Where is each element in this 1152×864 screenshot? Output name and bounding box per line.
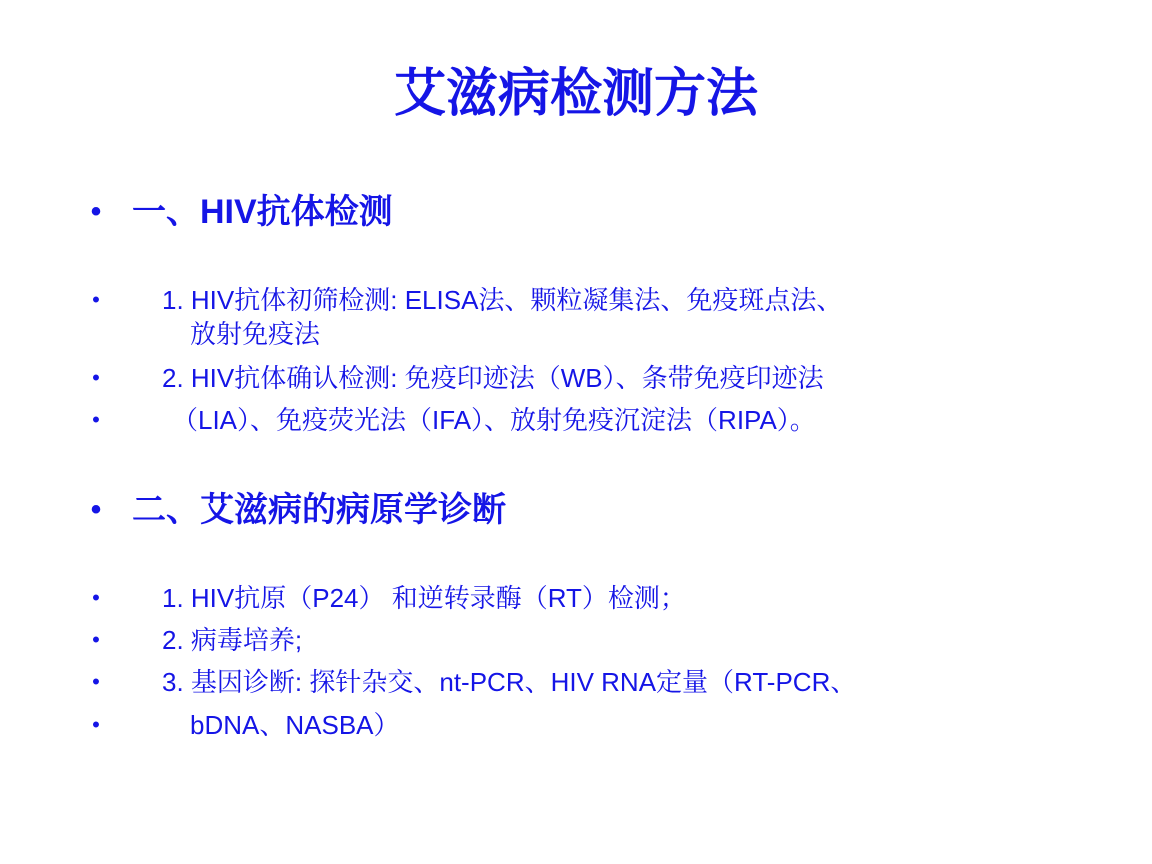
bullet-icon: • <box>92 287 100 312</box>
section-1-line-2-row <box>0 358 1152 402</box>
section-2-heading-row <box>0 488 1152 532</box>
slide-title: 艾滋病检测方法 <box>393 65 758 123</box>
section-2-line-1: 1. HIV抗原（P24） 和逆转录酶（RT）检测； <box>162 583 686 613</box>
section-1-heading-row <box>0 190 1152 234</box>
section-1-line-3-row <box>0 400 1152 444</box>
section-2-line-1-row <box>0 578 1152 622</box>
bullet-icon: • <box>90 493 102 526</box>
section-2-line-3: 3. 基因诊断: 探针杂交、nt-PCR、HIV RNA定量（RT-PCR、 <box>162 667 857 697</box>
bullet-icon: • <box>92 407 100 432</box>
section-1-line-1: 1. HIV抗体初筛检测: ELISA法、颗粒凝集法、免疫斑点法、 <box>162 285 843 315</box>
section-1-line-1-continuation: 放射免疫法 <box>190 319 321 349</box>
section-2-heading: 二、艾滋病的病原学诊断 <box>132 491 506 529</box>
section-2-line-4-row <box>0 705 1152 749</box>
section-2-line-2: 2. 病毒培养; <box>162 625 303 655</box>
bullet-icon: • <box>92 669 100 694</box>
section-2-line-4: bDNA、NASBA） <box>190 710 400 740</box>
section-1-line-1-cont-row <box>0 314 1152 358</box>
section-1-line-2: 2. HIV抗体确认检测: 免疫印迹法（WB）、条带免疫印迹法 <box>162 363 824 393</box>
section-1-heading: 一、HIV抗体检测 <box>132 193 393 231</box>
section-2-line-3-row <box>0 662 1152 706</box>
bullet-icon: • <box>90 195 102 228</box>
bullet-icon: • <box>92 365 100 390</box>
bullet-icon: • <box>92 585 100 610</box>
section-1-line-3: （LIA）、免疫荧光法（IFA）、放射免疫沉淀法（RIPA）。 <box>172 405 816 435</box>
bullet-icon: • <box>92 627 100 652</box>
bullet-icon: • <box>92 712 100 737</box>
section-2-line-2-row <box>0 620 1152 664</box>
